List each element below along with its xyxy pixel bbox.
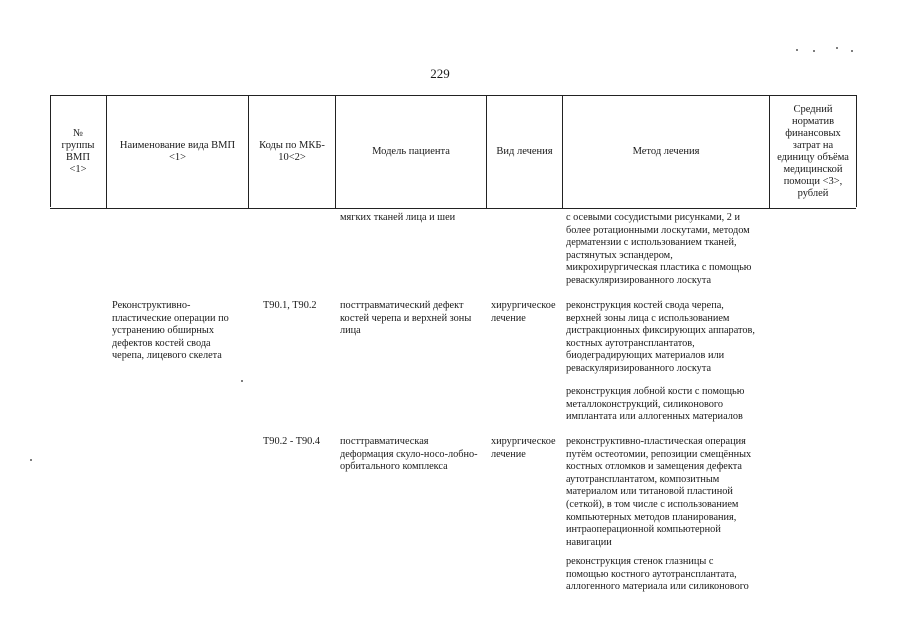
continuation-patient-model: мягких тканей лица и шеи [340,212,456,223]
scan-speck [30,459,32,461]
page-number: 229 [430,66,450,81]
header-treatment-type: Вид лечения [496,146,553,157]
treatment-type-cell: хирургическое лечение [491,436,556,460]
method-cell: реконструктивно-пластическая операция путём остеотомии, репозиции смещённых костных отломков и замещения дефекта аутотрансплантатом, композитным материалом или титановой пластиной (сеткой), в том числе с использованием компьютерных методов планирования, интраоперационной компьютерной навигации [566,436,752,548]
method-cell: реконструкция лобной кости с помощью металлоконструкций, силиконового имплантата или аллогенных материалов [566,386,745,423]
header-vmp-name: Наименование вида ВМП <1> [119,140,236,163]
header-group-number: № группы ВМП <1> [61,128,95,175]
patient-model-cell: посттравматическая деформация скуло-носо-лобно- орбитального комплекса [340,436,478,473]
patient-model-cell: посттравматический дефект костей черепа и верхней зоны лица [340,300,472,337]
continuation-method: с осевыми сосудистыми рисунками, 2 и более ротационными лоскутами, методом дерматензии с использованием тканей, растянутых эспандером, микрохирургическая пластика с помощью реваскуляризированного лоскута [566,212,752,286]
method-cell: реконструкция стенок глазницы с помощью костного аутотрансплантата, аллогенного материала или силиконового [566,556,749,593]
treatment-type-cell: хирургическое лечение [491,300,556,324]
icd-codes-cell: T90.2 - T90.4 [263,436,321,447]
scan-speck [836,47,838,49]
icd-codes-cell: T90.1, T90.2 [263,300,317,311]
scan-speck [851,50,853,52]
vmp-name-cell: Реконструктивно- пластические операции по устранению обширных дефектов костей свода черепа, лицевого скелета [112,300,229,362]
header-method: Метод лечения [632,146,700,157]
scan-speck [813,50,815,52]
table-header [50,95,856,209]
scan-speck [796,49,798,51]
header-cost: Средний норматив финансовых затрат на единицу объёма медицинской помощи <3>, рублей [777,104,849,199]
table-left-border [50,95,51,207]
scan-speck [241,380,243,382]
method-cell: реконструкция костей свода черепа, верхней зоны лица с использованием дистракционных фиксирующих аппаратов, костных аутотрансплантатов, биодеградирующих материалов или реваскуляризированного лоскута [566,300,755,374]
header-icd-codes: Коды по МКБ- 10<2> [259,140,325,163]
header-patient-model: Модель пациента [372,146,450,157]
table-right-border [856,95,857,207]
